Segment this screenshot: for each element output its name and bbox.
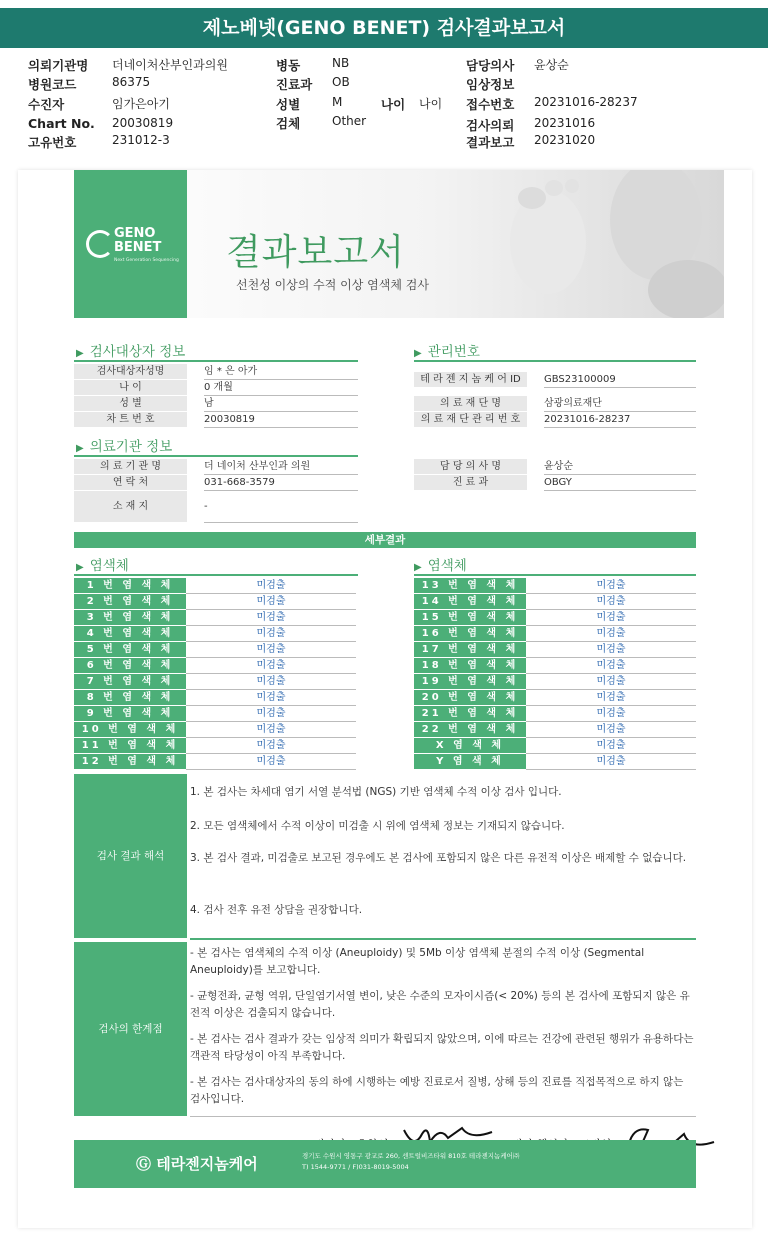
logo-g-icon (86, 230, 114, 258)
field-value: 86375 (112, 75, 151, 89)
section-rule (190, 1116, 696, 1117)
chromosome-row (414, 626, 696, 642)
chromosome-result: 미검출 (186, 754, 356, 770)
chromosome-label: X 염 색 체 (414, 738, 526, 754)
field-label: 고유번호 (28, 135, 77, 150)
chromosome-result: 미검출 (186, 594, 356, 610)
field-label: 의뢰기관명 (28, 58, 89, 73)
info-row: 소 재 지 - (74, 491, 358, 523)
chromosome-row (74, 706, 356, 722)
chromosome-result: 미검출 (526, 626, 696, 642)
chromosome-result: 미검출 (526, 578, 696, 594)
chromosome-result: 미검출 (526, 674, 696, 690)
field-label: 검체 (276, 116, 301, 131)
field-value: OB (332, 75, 350, 89)
field-value: 임가은아기 (112, 97, 170, 111)
field-label: 병동 (276, 58, 301, 73)
chromosome-row (74, 626, 356, 642)
section-rule (74, 455, 358, 457)
chromosome-row (74, 578, 356, 594)
chromosome-result: 미검출 (526, 642, 696, 658)
chromosome-row (74, 610, 356, 626)
chromosome-label: 15 번 염 색 체 (414, 610, 526, 626)
chromosome-label: 21 번 염 색 체 (414, 706, 526, 722)
footer-phone: T) 1544-9771 / F)031-8019-5004 (302, 1163, 409, 1171)
field-label: 접수번호 (466, 97, 515, 112)
interpretation-item: 1. 본 검사는 차세대 염기 서열 분석법 (NGS) 기반 염색체 수적 이상 검사 입니다. (190, 786, 562, 798)
detail-results-bar: 세부결과 (74, 532, 696, 548)
field-value: 20231016 (534, 116, 596, 130)
limitation-item: - 균형전좌, 균형 역위, 단일염기서열 변이, 낮은 수준의 모자이시즘(< 20%) 등의 본 검사에 포함되지 않은 유전적 이상은 검출되지 않습니다. (190, 990, 690, 1019)
chromosome-label: 20 번 염 색 체 (414, 690, 526, 706)
limitation-item: - 본 검사는 검사대상자의 동의 하에 시행하는 예방 진료로서 질병, 상해 등의 진료를 직접목적으로 하지 않는 검사입니다. (190, 1076, 684, 1105)
interpretation-item: 4. 검사 전후 유전 상담을 권장합니다. (190, 904, 363, 916)
field-label: 진료과 (276, 77, 313, 92)
arrow-icon: ▶ (76, 562, 84, 573)
section-mgmt: ▶ 관리번호 (414, 344, 480, 360)
chromosome-result: 미검출 (526, 658, 696, 674)
chromosome-label: 19 번 염 색 체 (414, 674, 526, 690)
chromosome-row (414, 594, 696, 610)
footer-logo: Ⓖ 테라젠지놈케어 (136, 1155, 258, 1173)
chromosome-row (414, 642, 696, 658)
logo-line1: GENO (114, 226, 156, 241)
chromosome-label: 17 번 염 색 체 (414, 642, 526, 658)
chromosome-result: 미검출 (186, 658, 356, 674)
chromosome-label: 3 번 염 색 체 (74, 610, 186, 626)
arrow-icon: ▶ (76, 348, 84, 359)
chromosome-label: 5 번 염 색 체 (74, 642, 186, 658)
chromosome-result: 미검출 (186, 738, 356, 754)
arrow-icon: ▶ (414, 348, 422, 359)
field-value: 나이 (419, 97, 443, 111)
chromosome-row (414, 706, 696, 722)
info-row: 차 트 번 호 20030819 (74, 412, 358, 428)
chromosome-row (74, 754, 356, 770)
chromosome-label: 7 번 염 색 체 (74, 674, 186, 690)
chromosome-result: 미검출 (526, 594, 696, 610)
limitation-item: - 본 검사는 염색체의 수적 이상 (Aneuploidy) 및 5Mb 이상 염색체 분절의 수적 이상 (Segmental Aneuploidy)를 보고합니다. (190, 947, 645, 976)
info-row: 의 료 재 단 명 삼광의료재단 (414, 396, 696, 412)
banner-subtitle: 선천성 이상의 수적 이상 염색체 검사 (236, 278, 429, 292)
field-value: 윤상순 (534, 58, 569, 72)
chromosome-row (74, 642, 356, 658)
field-label: 병원코드 (28, 77, 77, 92)
chromosome-label: 2 번 염 색 체 (74, 594, 186, 610)
chromosome-label: 8 번 염 색 체 (74, 690, 186, 706)
section-institution: ▶ 의료기관 정보 (76, 439, 173, 455)
logo-line2: BENET (114, 240, 162, 255)
section-rule (414, 574, 696, 576)
field-value: 20231016-28237 (534, 95, 638, 109)
chromosome-label: 11 번 염 색 체 (74, 738, 186, 754)
chromosome-row (414, 578, 696, 594)
logo-sub: Next Generation Sequencing (114, 258, 179, 263)
chromosome-result: 미검출 (186, 626, 356, 642)
info-row: 성 별 남 (74, 396, 358, 412)
interpretation-label: 검사 결과 해석 (74, 774, 187, 938)
field-label: 담당의사 (466, 58, 515, 73)
field-value: 20231020 (534, 133, 596, 147)
section-rule (74, 574, 358, 576)
chromosome-row (414, 674, 696, 690)
chromosome-row (414, 690, 696, 706)
chromosome-result: 미검출 (526, 738, 696, 754)
chromosome-label: 12 번 염 색 체 (74, 754, 186, 770)
chromosome-result: 미검출 (186, 674, 356, 690)
section-rule (190, 938, 696, 940)
limitation-item: - 본 검사는 검사 결과가 갖는 임상적 의미가 확립되지 않았으며, 이에 따르는 건강에 관련된 행위가 유용하다는 객관적 타당성이 아직 부족합니다. (190, 1033, 694, 1062)
chromosome-label: 6 번 염 색 체 (74, 658, 186, 674)
chromosome-row (74, 738, 356, 754)
field-label: 결과보고 (466, 135, 515, 150)
chromosome-result: 미검출 (186, 642, 356, 658)
info-row: 진 료 과 OBGY (414, 475, 696, 491)
chromosome-label: 22 번 염 색 체 (414, 722, 526, 738)
chromosome-result: 미검출 (526, 610, 696, 626)
chromosome-result: 미검출 (526, 706, 696, 722)
chromosome-result: 미검출 (186, 690, 356, 706)
chromosome-label: 16 번 염 색 체 (414, 626, 526, 642)
field-value: Other (332, 114, 367, 128)
chromosome-label: 14 번 염 색 체 (414, 594, 526, 610)
geno-benet-logo (74, 170, 187, 318)
field-label: 나이 (381, 97, 406, 112)
field-value: 231012-3 (112, 133, 170, 147)
report-page (18, 170, 752, 1228)
field-value: 20030819 (112, 116, 174, 130)
info-row: 나 이 0 개월 (74, 380, 358, 396)
chromosome-row (74, 690, 356, 706)
chromosome-label: 1 번 염 색 체 (74, 578, 186, 594)
footer-address: 경기도 수원시 영통구 광교로 260, 센트럴비즈타워 810호 테라젠지놈케어㈜ (302, 1152, 520, 1160)
info-row: 의 료 재 단 관 리 번 호 20231016-28237 (414, 412, 696, 428)
chromosome-label: 13 번 염 색 체 (414, 578, 526, 594)
section-rule (74, 360, 358, 362)
field-label: 검사의뢰 (466, 118, 515, 133)
chromosome-result: 미검출 (186, 610, 356, 626)
chromosome-row (74, 658, 356, 674)
chromosome-row (74, 674, 356, 690)
chromosome-result: 미검출 (186, 722, 356, 738)
interpretation-item: 2. 모든 염색체에서 수적 이상이 미검출 시 위에 염색체 정보는 기재되지 않습니다. (190, 820, 565, 832)
field-label: 임상정보 (466, 77, 515, 92)
chromosome-label: 9 번 염 색 체 (74, 706, 186, 722)
chromosome-row (74, 594, 356, 610)
arrow-icon: ▶ (76, 443, 84, 454)
field-value: 더네이처산부인과의원 (112, 58, 228, 72)
chromosome-label: Y 염 색 체 (414, 754, 526, 770)
field-value: NB (332, 56, 350, 70)
chromosome-result: 미검출 (186, 706, 356, 722)
info-row: 검사대상자성명 임 * 은 아가 (74, 364, 358, 380)
arrow-icon: ▶ (414, 562, 422, 573)
baby-feet-image (488, 170, 724, 318)
chromosome-row (414, 610, 696, 626)
section-subject: ▶ 검사대상자 정보 (76, 344, 186, 360)
section-chromosome-left: ▶ 염색체 (76, 558, 129, 574)
field-label: 수진자 (28, 97, 65, 112)
limitations-label: 검사의 한계점 (74, 942, 187, 1116)
info-row: 연 락 처 031-668-3579 (74, 475, 358, 491)
section-chromosome-right: ▶ 염색체 (414, 558, 467, 574)
interpretation-item: 3. 본 검사 결과, 미검출로 보고된 경우에도 본 검사에 포함되지 않은 다른 유전적 이상은 배제할 수 없습니다. (190, 852, 687, 864)
chromosome-row (414, 738, 696, 754)
field-label: 성별 (276, 97, 301, 112)
report-title: 제노베넷(GENO BENET) 검사결과보고서 (0, 8, 768, 48)
chromosome-row (74, 722, 356, 738)
field-label: Chart No. (28, 116, 95, 131)
chromosome-row (414, 722, 696, 738)
field-value: M (332, 95, 343, 109)
section-rule (414, 360, 696, 362)
chromosome-row (414, 754, 696, 770)
info-row: 테 라 젠 지 놈 케 어 ID GBS23100009 (414, 372, 696, 388)
footer (74, 1140, 696, 1188)
chromosome-result: 미검출 (526, 690, 696, 706)
chromosome-label: 4 번 염 색 체 (74, 626, 186, 642)
chromosome-result: 미검출 (526, 722, 696, 738)
info-row: 의 료 기 관 명 더 네이처 산부인과 의원 (74, 459, 358, 475)
chromosome-result: 미검출 (186, 578, 356, 594)
chromosome-label: 18 번 염 색 체 (414, 658, 526, 674)
chromosome-result: 미검출 (526, 754, 696, 770)
banner-title: 결과보고서 (226, 232, 405, 273)
footer-logo-icon: Ⓖ (136, 1155, 152, 1173)
chromosome-label: 10 번 염 색 체 (74, 722, 186, 738)
info-row: 담 당 의 사 명 윤상순 (414, 459, 696, 475)
chromosome-row (414, 658, 696, 674)
